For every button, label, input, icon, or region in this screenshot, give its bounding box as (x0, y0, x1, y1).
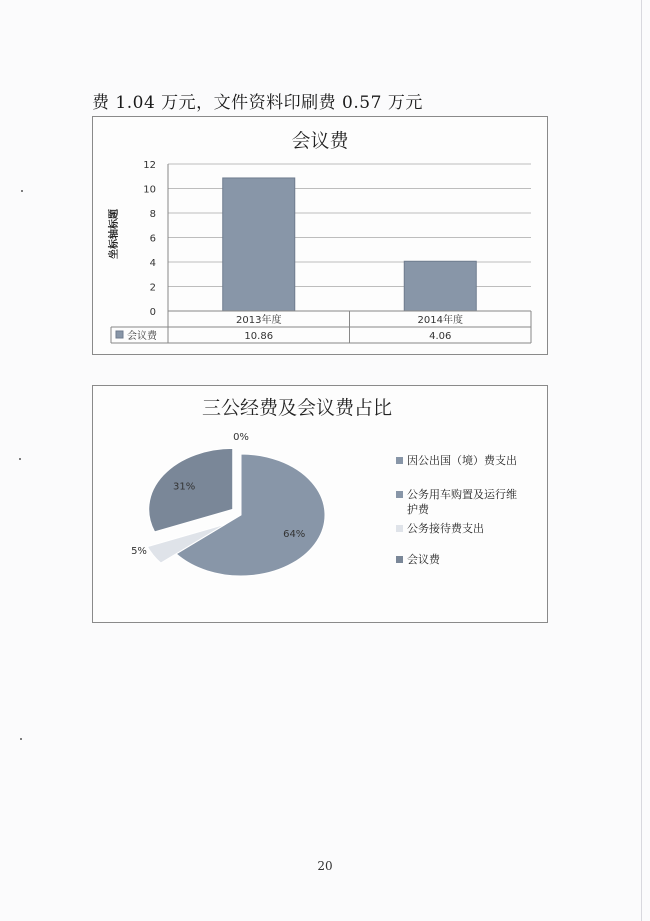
margin-mark (20, 738, 22, 740)
legend-swatch (396, 525, 403, 532)
pie-percent-label: 31% (172, 481, 196, 493)
bar-chart (93, 117, 547, 354)
chart-title: 会议费 (291, 130, 349, 152)
pie-chart-frame (92, 385, 548, 623)
y-tick-label: 8 (149, 209, 156, 220)
legend-label: 会议费 (407, 553, 440, 566)
legend-label: 公务接待费支出 (407, 522, 484, 535)
legend-swatch (396, 556, 403, 563)
bar (223, 178, 295, 311)
series-name-label: 会议费 (127, 331, 157, 342)
y-tick-label: 10 (143, 184, 156, 196)
legend-swatch (116, 331, 123, 338)
y-tick-label: 6 (149, 233, 156, 245)
margin-mark (19, 458, 21, 460)
bar (404, 261, 476, 311)
y-tick-label: 2 (149, 282, 156, 294)
x-category-label: 2013年度 (236, 315, 282, 326)
body-text-line: 费 1.04 万元，文件资料印刷费 0.57 万元 (92, 93, 423, 113)
x-category-label: 2014年度 (417, 315, 463, 326)
legend-swatch (396, 457, 403, 464)
y-tick-label: 12 (143, 160, 156, 171)
pie-chart (93, 386, 547, 622)
margin-mark (21, 190, 23, 192)
legend-label: 因公出国（境）费支出 (407, 454, 517, 467)
y-tick-label: 0 (149, 307, 156, 318)
page-number: 20 (317, 859, 333, 873)
bar-chart-frame (92, 116, 548, 355)
y-tick-label: 4 (149, 258, 156, 269)
chart-title: 三公经费及会议费占比 (201, 397, 393, 419)
pie-percent-label: 64% (283, 529, 306, 541)
legend-label: 公务用车购置及运行维 (407, 488, 517, 501)
legend-label: 护费 (407, 503, 429, 516)
data-value-label: 10.86 (244, 331, 274, 342)
data-value-label: 4.06 (429, 331, 452, 342)
legend-swatch (396, 491, 403, 498)
pie-percent-label: 0% (233, 432, 249, 443)
pie-percent-label: 5% (131, 546, 147, 557)
y-axis-title: 坐标轴标题 (109, 209, 120, 259)
page-edge-rule (641, 0, 642, 921)
